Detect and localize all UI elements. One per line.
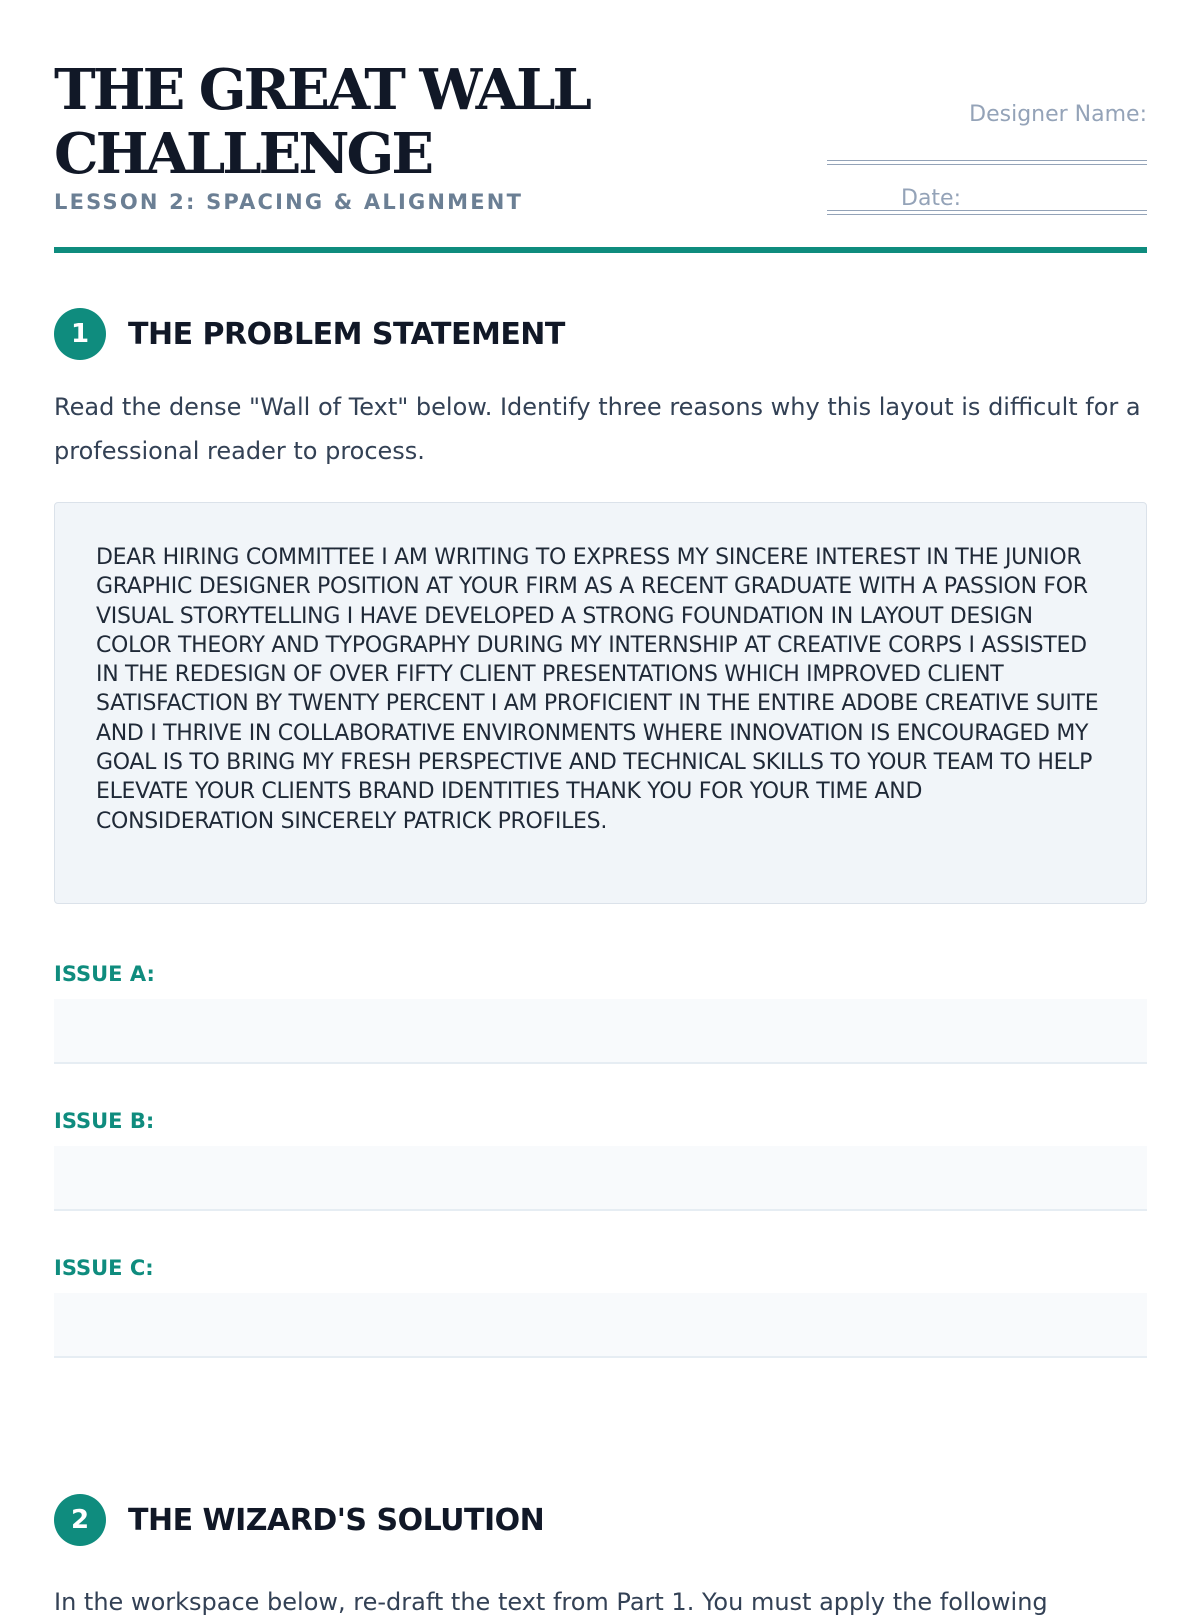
section-2-intro: In the workspace below, re-draft the text from Part 1. You must apply the following (54, 1588, 1048, 1616)
issue-c-answer[interactable] (54, 1293, 1147, 1358)
issue-b-label: ISSUE B: (54, 1109, 155, 1133)
designer-name-field[interactable] (969, 102, 1147, 127)
issue-a-answer[interactable] (54, 999, 1147, 1064)
wall-of-text-box (54, 502, 1147, 904)
page-title (54, 58, 614, 186)
title-line-2: CHALLENGE (54, 121, 432, 187)
section-1-instructions: Read the dense "Wall of Text" below. Identify three reasons why this layout is difficult for a professional reader to process. (54, 393, 1141, 465)
issue-c-label: ISSUE C: (54, 1256, 154, 1280)
designer-name-line (827, 160, 1147, 165)
issue-b-answer[interactable] (54, 1146, 1147, 1211)
title-line-1: THE GREAT WALL (54, 57, 589, 123)
issue-a-label: ISSUE A: (54, 962, 155, 986)
section-number-badge: 1 (54, 308, 106, 360)
section-title: THE WIZARD'S SOLUTION (128, 1503, 545, 1538)
date-line (827, 210, 1147, 215)
section-number-badge: 2 (54, 1494, 106, 1546)
wall-of-text: DEAR HIRING COMMITTEE I AM WRITING TO EXPRESS MY SINCERE INTEREST IN THE JUNIOR GRAPHIC DESIGNER POSITION AT YOUR FIRM AS A RECENT GRADUATE WITH A PASSION FOR VISUAL STORYTELLING I HAVE DEVELOPED A STRONG FOUNDATION IN LAYOUT DESIGN COLOR THEORY AND TYPOGRAPHY DURING MY INTERNSHIP AT CREATIVE CORPS I ASSISTED IN THE REDESIGN OF OVER FIFTY CLIENT PRESENTATIONS WHICH IMPROVED CLIENT SATISFACTION BY TWENTY PERCENT I AM PROFICIENT IN THE ENTIRE ADOBE CREATIVE SUITE AND I THRIVE IN COLLABORATIVE ENVIRONMENTS WHERE INNOVATION IS ENCOURAGED MY GOAL IS TO BRING MY FRESH PERSPECTIVE AND TECHNICAL SKILLS TO YOUR TEAM TO HELP ELEVATE YOUR CLIENTS BRAND IDENTITIES THANK YOU FOR YOUR TIME AND CONSIDERATION SINCERELY PATRICK PROFILES. (96, 545, 1099, 834)
header-divider (54, 247, 1147, 253)
lesson-subtitle: LESSON 2: SPACING & ALIGNMENT (54, 190, 524, 214)
date-label: Date: (901, 186, 961, 211)
date-blank (967, 190, 1147, 211)
section-title: THE PROBLEM STATEMENT (128, 317, 565, 352)
date-field[interactable] (901, 186, 1147, 211)
designer-name-label: Designer Name: (969, 102, 1147, 127)
